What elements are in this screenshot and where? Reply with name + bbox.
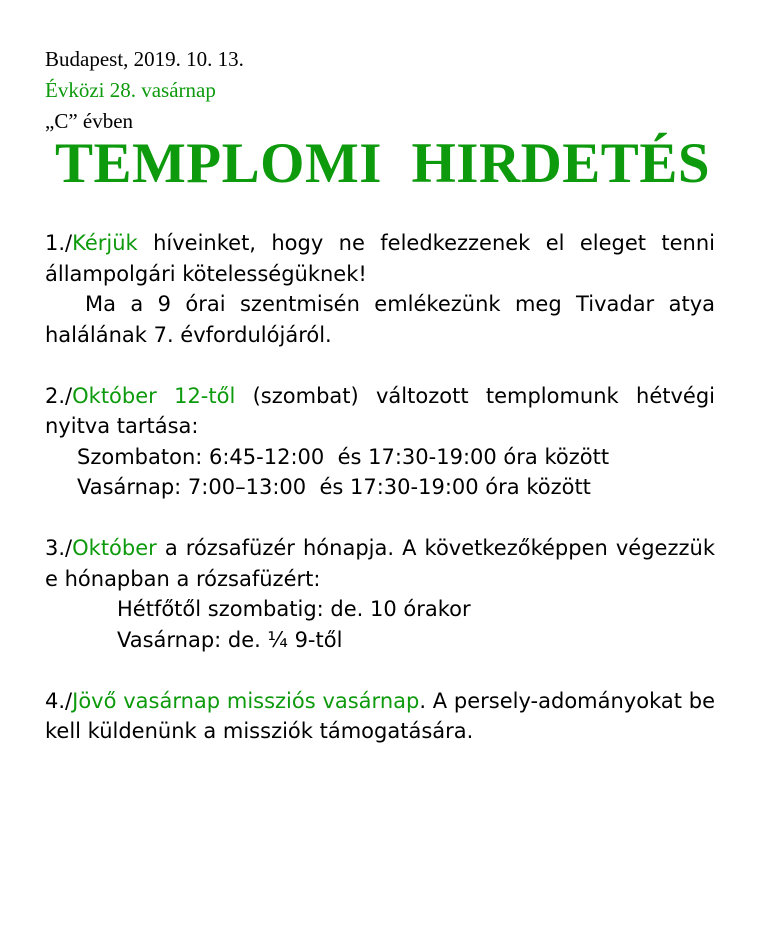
liturgical-year: „C” évben bbox=[45, 109, 134, 133]
item-highlight: Kérjük bbox=[72, 231, 138, 255]
item-highlight: Jövő vasárnap missziós vasárnap bbox=[72, 688, 420, 713]
rosary-weekdays: Hétfőtől szombatig: de. 10 órakor bbox=[117, 597, 471, 621]
date-line: Budapest, 2019. 10. 13. bbox=[45, 47, 244, 71]
schedule-saturday: Szombaton: 6:45-12:00 és 17:30-19:00 óra között bbox=[77, 444, 610, 469]
announcements bbox=[45, 228, 715, 747]
item-number: 3./ bbox=[45, 536, 73, 560]
schedule-sunday: Vasárnap: 7:00–13:00 és 17:30-19:00 óra között bbox=[77, 475, 591, 499]
announcement-3 bbox=[45, 533, 715, 594]
announcement-2 bbox=[45, 381, 715, 442]
item-number: 1./ bbox=[45, 231, 73, 255]
page-title: TEMPLOMI HIRDETÉS bbox=[54, 132, 711, 195]
announcement-1 bbox=[45, 228, 715, 289]
announcement-4 bbox=[45, 686, 715, 747]
liturgical-day: Évközi 28. vasárnap bbox=[45, 78, 216, 102]
item-highlight: Október bbox=[72, 536, 157, 560]
item-number: 4./ bbox=[45, 688, 73, 713]
item-number: 2./ bbox=[45, 383, 73, 408]
item-text: híveinket, hogy ne feledkezzenek el eleget tenni állampolgári kötelességüknek! bbox=[45, 231, 715, 286]
rosary-sunday: Vasárnap: de. ¼ 9-től bbox=[117, 627, 343, 652]
item-text: a rózsafüzér hónapja. A következőképpen végezzük e hónapban a rózsafüzért: bbox=[45, 536, 715, 591]
header bbox=[45, 44, 244, 137]
announcement-1-second: Ma a 9 órai szentmisén emlékezünk meg Tivadar atya halálának 7. évfordulójáról. bbox=[45, 292, 715, 347]
item-highlight: Október 12-től bbox=[72, 383, 236, 408]
item-text: . A persely-adományokat be kell küldenünk a missziók támogatására. bbox=[45, 688, 715, 743]
item-text: (szombat) változott templomunk hétvégi nyitva tartása: bbox=[45, 383, 715, 438]
